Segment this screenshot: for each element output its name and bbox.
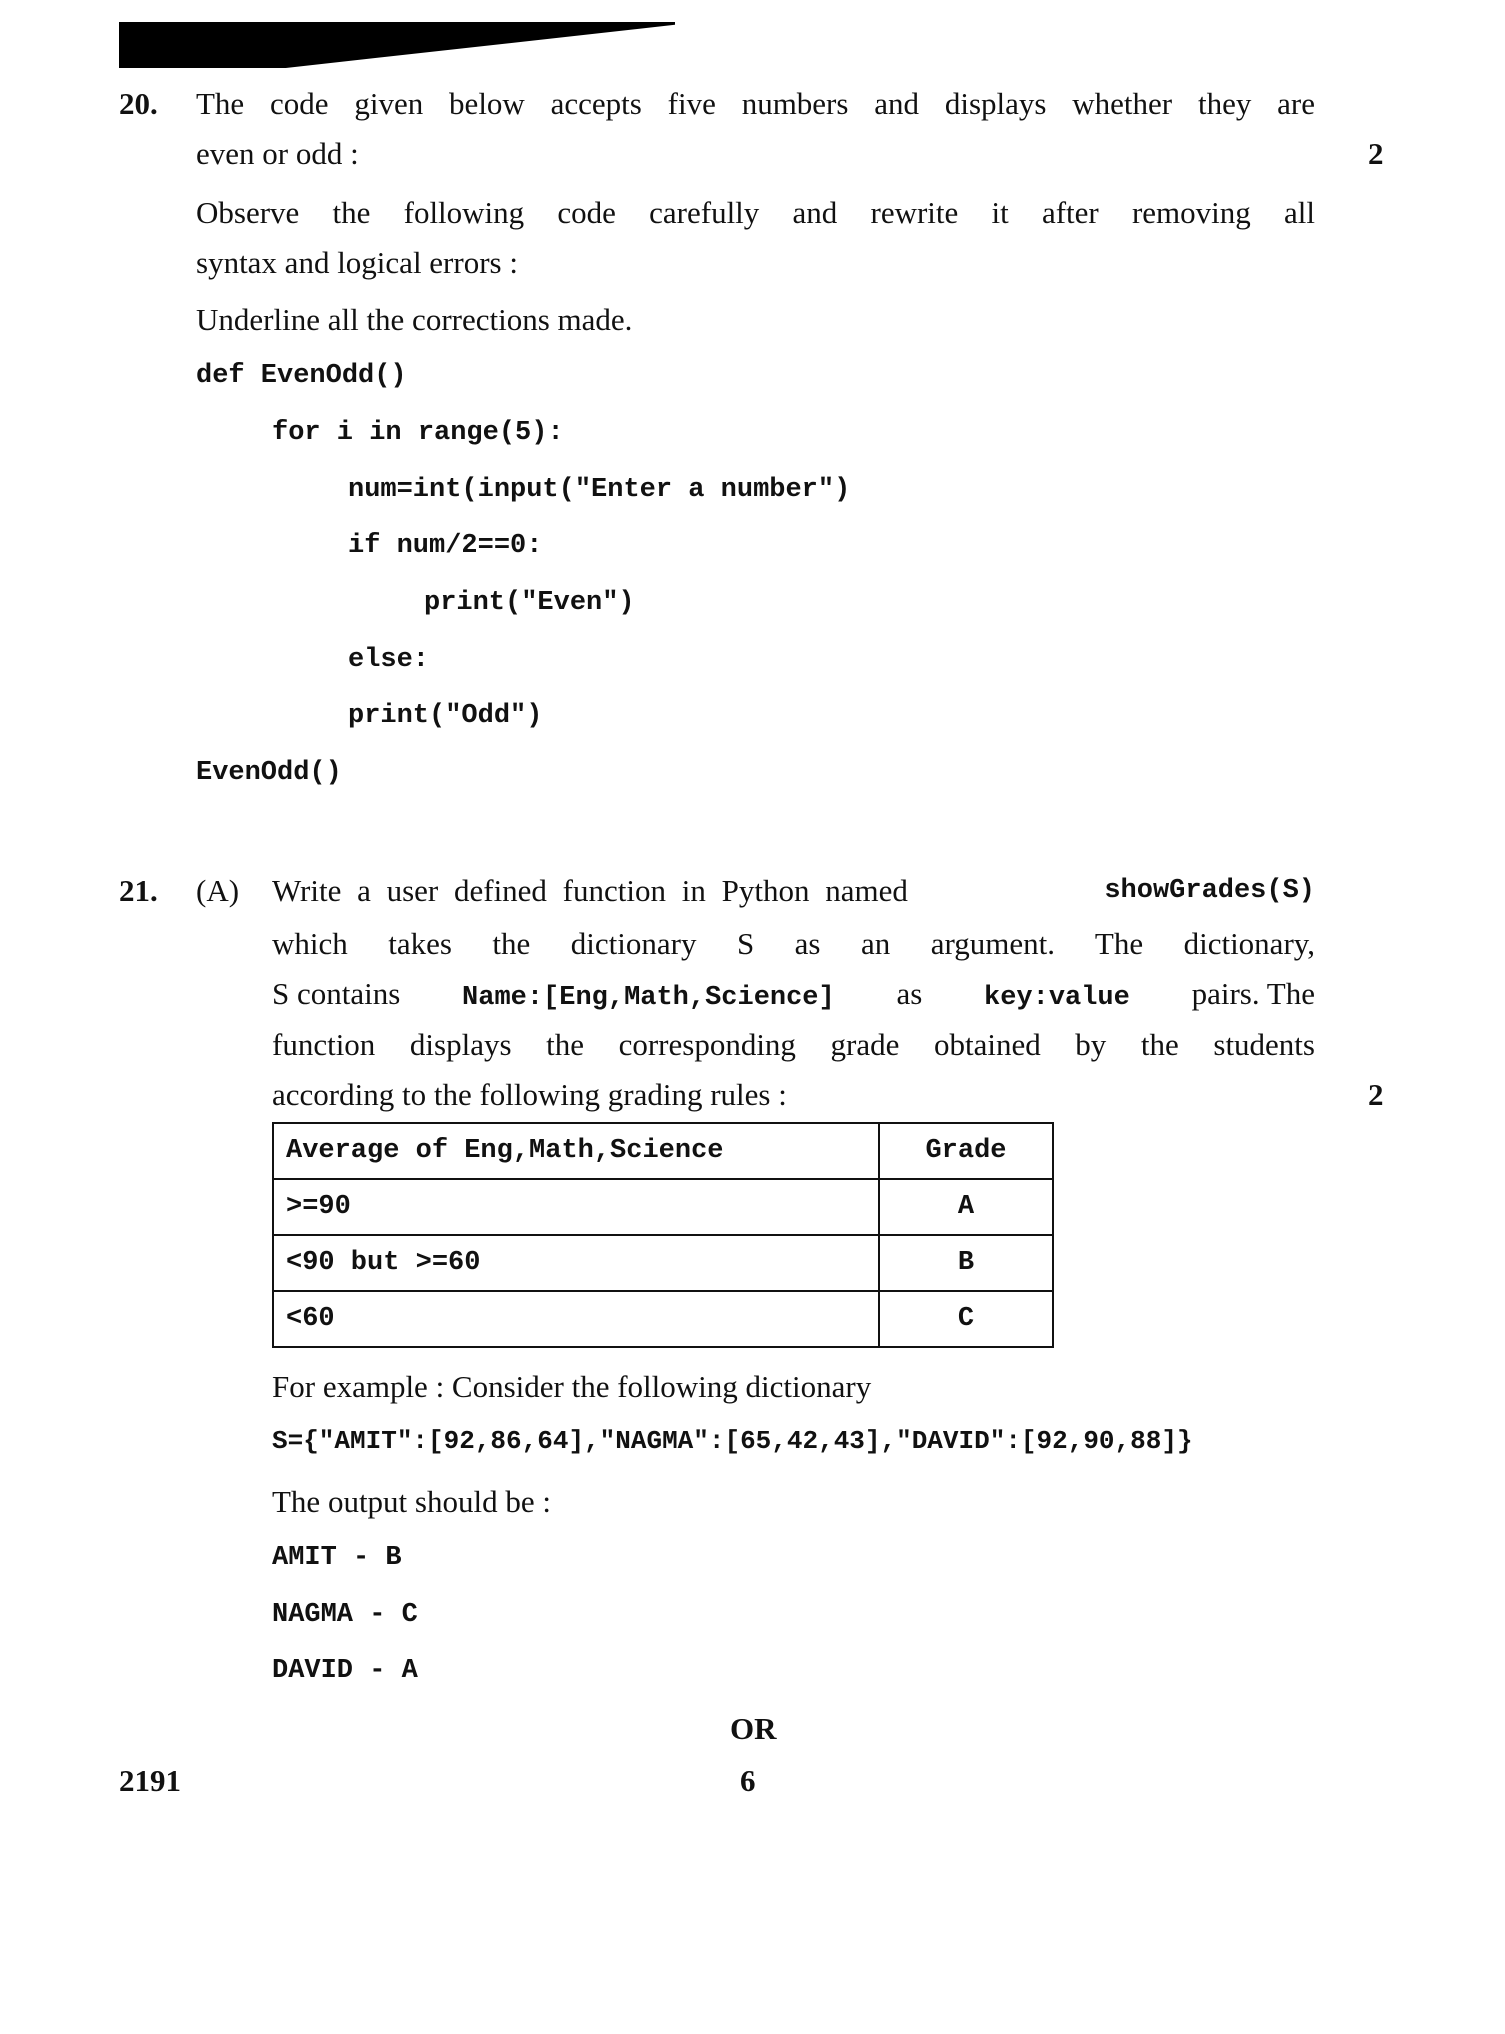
table-cell: <90 but >=60 (273, 1235, 879, 1291)
page-number: 6 (740, 1763, 756, 1798)
code-line: EvenOdd() (196, 758, 342, 788)
code-inline: key:value (984, 983, 1130, 1013)
table-row (273, 1291, 1053, 1347)
table-header: Grade (879, 1123, 1053, 1179)
table-cell: >=90 (273, 1179, 879, 1235)
table-header-row (273, 1123, 1053, 1179)
table-cell: B (879, 1235, 1053, 1291)
table-row (273, 1235, 1053, 1291)
question-text: The code given below accepts five numbers and displays whether they are (196, 86, 1315, 121)
table-header: Average of Eng,Math,Science (273, 1123, 879, 1179)
code-line: print("Even") (424, 588, 635, 618)
question-part: (A) (196, 873, 240, 908)
question-number: 20. (119, 86, 158, 121)
code-line: for i in range(5): (272, 418, 564, 448)
question-text: function displays the corresponding grade obtained by the students (272, 1027, 1315, 1062)
code-line: num=int(input("Enter a number") (348, 475, 851, 505)
table-cell: C (879, 1291, 1053, 1347)
question-text: pairs. The (1191, 976, 1315, 1011)
output-line: AMIT - B (272, 1543, 402, 1573)
example-intro: For example : Consider the following dictionary (272, 1369, 872, 1404)
marks: 2 (1368, 136, 1384, 171)
table-cell: A (879, 1179, 1053, 1235)
marks: 2 (1368, 1077, 1384, 1112)
question-text: according to the following grading rules : (272, 1077, 787, 1112)
grading-table (272, 1122, 1054, 1348)
question-text: Observe the following code carefully and rewrite it after removing all (196, 195, 1315, 230)
question-text: syntax and logical errors : (196, 245, 518, 280)
code-line: else: (348, 645, 430, 675)
question-text: as (896, 976, 923, 1011)
code-line: def EvenOdd() (196, 361, 407, 391)
or-separator: OR (730, 1711, 777, 1746)
question-number: 21. (119, 873, 158, 908)
question-text: even or odd : (196, 136, 359, 171)
question-text: Write a user defined function in Python named (272, 873, 908, 908)
question-text: S contains (272, 976, 401, 1011)
output-intro: The output should be : (272, 1484, 551, 1519)
output-line: DAVID - A (272, 1656, 418, 1686)
output-line: NAGMA - C (272, 1600, 418, 1630)
table-cell: <60 (273, 1291, 879, 1347)
table-row (273, 1179, 1053, 1235)
question-text: Underline all the corrections made. (196, 302, 633, 337)
question-text: which takes the dictionary S as an argument. The dictionary, (272, 926, 1315, 961)
code-line: if num/2==0: (348, 531, 543, 561)
code-line: print("Odd") (348, 701, 543, 731)
example-code: S={"AMIT":[92,86,64],"NAGMA":[65,42,43],"DAVID":[92,90,88]} (272, 1426, 1193, 1456)
paper-code: 2191 (119, 1763, 181, 1798)
function-name: showGrades(S) (1104, 876, 1315, 906)
code-inline: Name:[Eng,Math,Science] (462, 983, 835, 1013)
redaction-bar (119, 22, 675, 68)
